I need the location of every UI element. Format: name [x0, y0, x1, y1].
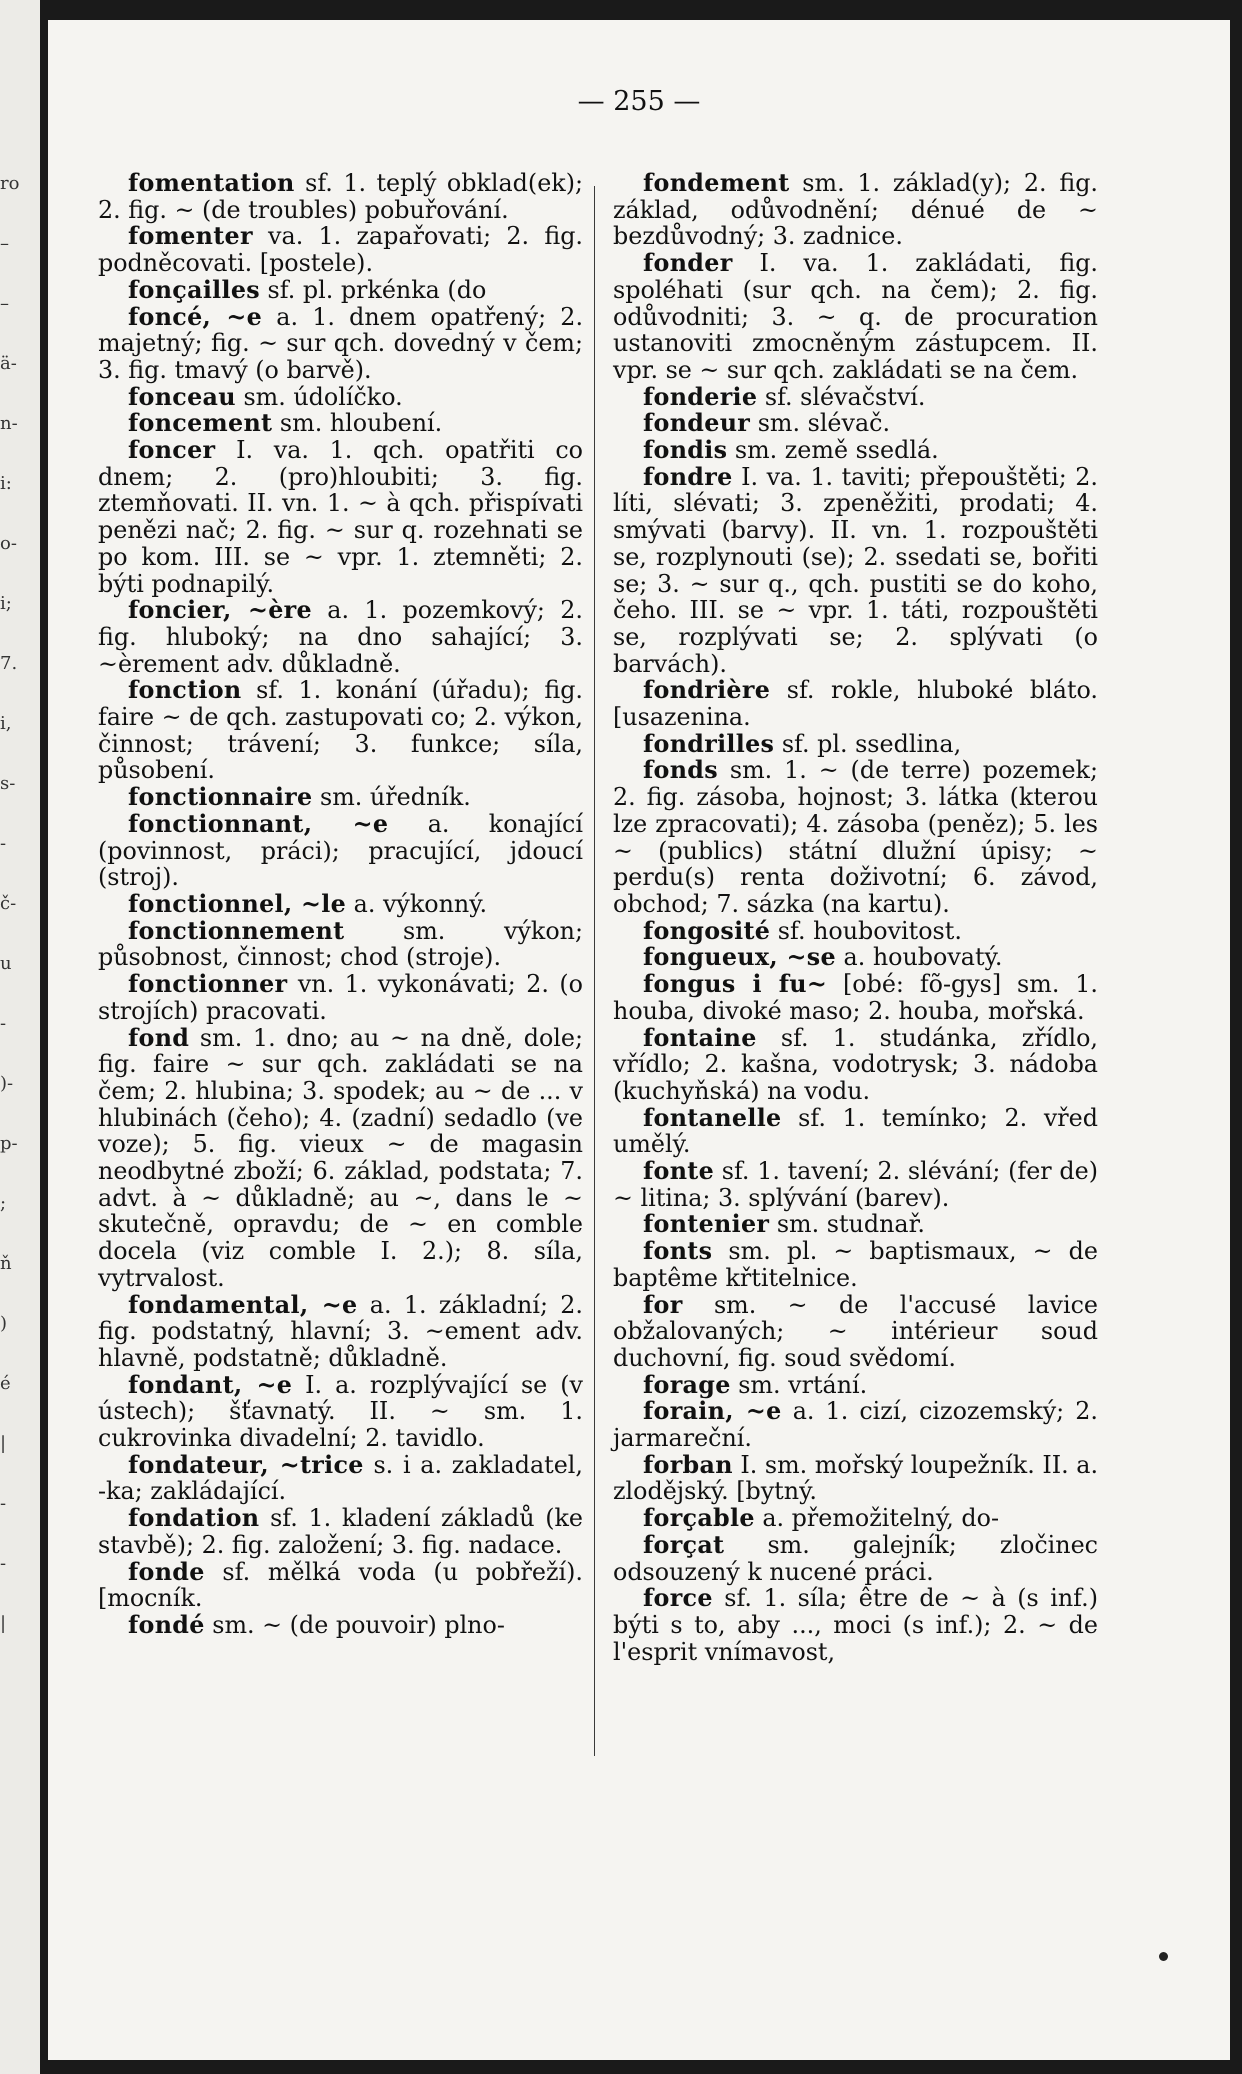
entry-headword: fontaine — [643, 1023, 757, 1052]
entry-headword: fonceau — [128, 382, 236, 411]
entry-definition: sm. hloubení. — [272, 409, 443, 438]
dictionary-entry — [613, 1238, 1098, 1291]
entry-definition: va. 1. zapařovati; 2. fig. podněcovati. [postele). — [98, 222, 583, 278]
dictionary-entry — [613, 1105, 1098, 1158]
adjacent-page-fragment: ň — [0, 1253, 12, 1274]
page-number: — 255 — — [577, 86, 701, 117]
adjacent-page-fragment: é — [0, 1373, 11, 1394]
dictionary-entry — [98, 1372, 583, 1452]
entry-definition: sm. země ssedlá. — [727, 436, 939, 465]
dictionary-entry — [98, 1025, 583, 1292]
dictionary-entry — [613, 1585, 1098, 1665]
entry-definition: sf. 1. tavení; 2. slévání; (fer de) ~ litina; 3. splývání (barev). — [613, 1157, 1098, 1212]
entry-definition: sf. pl. prkénka (do — [259, 275, 487, 304]
dictionary-entry — [98, 170, 583, 223]
dictionary-entry — [613, 918, 1098, 945]
entry-definition: sm. ~ de l'accusé lavice obžalovaných; ~ intérieur soud duchovní, fig. soud svědomí. — [613, 1290, 1098, 1372]
dictionary-entry — [98, 918, 583, 971]
entry-definition: sf. 1. síla; être de ~ à (s inf.) býti s to, aby ..., moci (s inf.); 2. ~ de l'esprit vnímavost, — [613, 1584, 1098, 1666]
dictionary-entry — [613, 1398, 1098, 1451]
dictionary-entry — [613, 1211, 1098, 1238]
entry-headword: fonctionnant, ~e — [128, 809, 389, 838]
entry-headword: fontenier — [643, 1210, 770, 1239]
entry-headword: fonder — [643, 249, 733, 278]
entry-definition: a. 1. základní; 2. fig. podstatný, hlavní; 3. ~ement adv. hlavně, podstatně; důkladně. — [98, 1290, 583, 1372]
dictionary-entry — [613, 1505, 1098, 1532]
entry-definition: sm. 1. dno; au ~ na dně, dole; fig. faire ~ sur qch. zakládati se na čem; 2. hlubina; 3. spodek; au ~ de ... v hlubinách (čeho); 4. (zadní) sedadlo (ve voze); 5. fig. vieux ~ de magasin neodbytné zboží; 6. základ, podstata; 7. advt. à ~ důkladně; au ~, dans le ~ skutečně, opravdu; de ~ en comble docela (viz comble I. 2.); 8. síla, vytrvalost. — [98, 1023, 583, 1292]
dictionary-entry — [613, 1372, 1098, 1399]
entry-headword: fondre — [643, 462, 733, 491]
adjacent-page-fragment: )- — [0, 1073, 14, 1094]
adjacent-page-fragment: i: — [0, 473, 12, 494]
entry-definition: I. va. 1. zakládati, fig. spoléhati (sur qch. na čem); 2. fig. odůvodniti; 3. ~ q. de procuration ustanoviti zmocněným zástupcem. II. vpr. se ~ sur qch. zakládati se na čem. — [613, 249, 1098, 384]
entry-definition: sm. údolíčko. — [235, 382, 403, 411]
entry-definition: sf. rokle, hluboké bláto. [usazenina. — [613, 676, 1098, 732]
dictionary-entry — [613, 757, 1098, 917]
dictionary-entry — [613, 1452, 1098, 1505]
adjacent-page-fragment: i, — [0, 713, 12, 734]
entry-headword: fonçailles — [128, 275, 260, 304]
adjacent-page-fragment: | — [0, 1433, 7, 1454]
adjacent-page-edge — [0, 0, 40, 2074]
entry-headword: fongueux, ~se — [643, 943, 836, 972]
entry-headword: fondant, ~e — [128, 1370, 293, 1399]
adjacent-page-fragment: - — [0, 833, 7, 854]
dictionary-entry — [98, 784, 583, 811]
entry-definition: sf. houbovitost. — [770, 916, 962, 945]
dictionary-entry — [98, 410, 583, 437]
entry-definition: sf. 1. temínko; 2. vřed umělý. — [613, 1103, 1098, 1159]
entry-definition: a. 1. cizí, cizozemský; 2. jarmareční. — [613, 1397, 1098, 1453]
dictionary-entry — [613, 1158, 1098, 1211]
entry-headword: fonderie — [643, 382, 758, 411]
entry-headword: foncement — [128, 409, 273, 438]
entry-headword: fondation — [128, 1504, 260, 1533]
entry-headword: fongus i fu~ — [643, 970, 828, 999]
adjacent-page-fragment: č- — [0, 893, 17, 914]
entry-definition: sf. 1. studánka, zřídlo, vřídlo; 2. kašna, vodotrysk; 3. nádoba (kuchyňská) na vodu. — [613, 1023, 1098, 1105]
left-column — [98, 170, 583, 1639]
dictionary-entry — [98, 677, 583, 784]
column-divider — [594, 186, 595, 1756]
entry-headword: fondis — [643, 436, 728, 465]
adjacent-page-fragment: ) — [0, 1313, 8, 1334]
dictionary-entry — [613, 170, 1098, 250]
entry-headword: fonde — [128, 1557, 205, 1586]
adjacent-page-fragment: - — [0, 1553, 7, 1574]
entry-definition: sf. pl. ssedlina, — [774, 729, 962, 758]
adjacent-page-fragment: ro — [0, 173, 20, 194]
entry-definition: I. va. 1. qch. opatřiti co dnem; 2. (pro)hloubiti; 3. fig. ztemňovati. II. vn. 1. ~ à qch. přispívati penězi nač; 2. fig. ~ sur q. rozehnati se po kom. III. se ~ vpr. 1. ztemněti; 2. býti podnapilý. — [98, 436, 583, 598]
dictionary-entry — [613, 410, 1098, 437]
entry-headword: fondeur — [643, 409, 751, 438]
dictionary-entry — [98, 1292, 583, 1372]
entry-headword: fonds — [643, 756, 718, 785]
entry-definition: s. i a. zakladatel, -ka; zakládající. — [98, 1450, 583, 1506]
dictionary-entry — [613, 944, 1098, 971]
dictionary-entry — [613, 464, 1098, 678]
entry-headword: forban — [643, 1450, 733, 1479]
entry-definition: sm. 1. základ(y); 2. fig. základ, odůvodnění; dénué de ~ bezdůvodný; 3. zadnice. — [613, 169, 1098, 251]
entry-definition: sm. 1. ~ (de terre) pozemek; 2. fig. zásoba, hojnost; 3. látka (kterou lze zpracovati); 4. zásoba (peněz); 5. les ~ (publics) státní dlužní úpisy; ~ perdu(s) renta doživotní; 6. závod, obchod; 7. sázka (na kartu). — [613, 756, 1098, 918]
entry-definition: sf. slévačství. — [757, 382, 926, 411]
dictionary-entry — [98, 971, 583, 1024]
dictionary-entry — [98, 1559, 583, 1612]
entry-headword: fonts — [643, 1237, 713, 1266]
entry-definition: a. 1. dnem opatřený; 2. majetný; fig. ~ sur qch. dovedný v čem; 3. fig. tmavý (o barvě). — [98, 302, 584, 384]
adjacent-page-fragment: n- — [0, 413, 18, 434]
entry-definition: sm. vrtání. — [730, 1370, 868, 1399]
entry-headword: forage — [643, 1370, 731, 1399]
entry-headword: fomenter — [128, 222, 253, 251]
entry-headword: fondé — [128, 1610, 205, 1639]
entry-definition: I. sm. mořský loupežník. II. a. zlodějský. [bytný. — [613, 1450, 1099, 1506]
adjacent-page-fragment: ä- — [0, 353, 17, 374]
dictionary-entry — [98, 597, 583, 677]
dictionary-entry — [98, 277, 583, 304]
entry-headword: fonte — [643, 1157, 715, 1186]
entry-definition: a. výkonný. — [346, 889, 488, 918]
dictionary-entry — [98, 384, 583, 411]
entry-definition: I. a. rozplývající se (v ústech); šťavnatý. II. ~ sm. 1. cukrovinka divadelní; 2. tavidlo. — [98, 1370, 583, 1453]
dictionary-entry — [98, 223, 583, 276]
dictionary-entry — [613, 250, 1098, 384]
dictionary-entry — [613, 1292, 1098, 1372]
dictionary-entry — [98, 1452, 583, 1505]
entry-definition: sm. galejník; zločinec odsouzený k nucené práci. — [613, 1530, 1098, 1586]
adjacent-page-fragment: 7. — [0, 653, 18, 674]
entry-definition: sm. pl. ~ baptismaux, ~ de baptême křtitelnice. — [613, 1237, 1098, 1292]
entry-definition: a. přemožitelný, do- — [754, 1504, 999, 1533]
dictionary-entry — [613, 971, 1098, 1024]
adjacent-page-fragment: - — [0, 1493, 7, 1514]
entry-headword: fondamental, ~e — [128, 1290, 358, 1319]
adjacent-page-fragment: ; — [0, 1193, 7, 1214]
adjacent-page-fragment: – — [0, 293, 9, 314]
right-column — [613, 170, 1098, 1665]
entry-headword: for — [643, 1290, 683, 1319]
entry-definition: sm. slévač. — [750, 409, 891, 438]
entry-definition: sf. 1. konání (úřadu); fig. faire ~ de qch. zastupovati co; 2. výkon, činnost; trávení; 3. funkce; síla, působení. — [98, 676, 583, 785]
dictionary-entry — [98, 437, 583, 597]
entry-definition: sm. úředník. — [312, 783, 471, 812]
dictionary-entry — [613, 1532, 1098, 1585]
entry-headword: force — [643, 1584, 713, 1613]
entry-headword: forçable — [643, 1504, 755, 1533]
adjacent-page-fragment: u — [0, 953, 12, 974]
entry-headword: fondrière — [643, 676, 771, 705]
entry-headword: fondrilles — [643, 729, 775, 758]
entry-definition: sm. ~ (de pouvoir) plno- — [204, 1610, 505, 1639]
dictionary-entry — [98, 891, 583, 918]
entry-headword: fonctionnement — [128, 916, 345, 945]
entry-definition: a. houbovatý. — [835, 943, 1003, 972]
adjacent-page-fragment: - — [0, 1013, 7, 1034]
adjacent-page-fragment: | — [0, 1613, 7, 1634]
entry-headword: foncer — [128, 436, 216, 465]
entry-definition: sm. výkon; působnost, činnost; chod (stroje). — [98, 916, 583, 972]
entry-definition: sf. mělká voda (u pobřeží). [mocník. — [98, 1557, 583, 1613]
dictionary-entry — [613, 731, 1098, 758]
entry-definition: vn. 1. vykonávati; 2. (o strojích) pracovati. — [98, 970, 583, 1025]
entry-headword: forain, ~e — [643, 1397, 782, 1426]
entry-definition: a. 1. pozemkový; 2. fig. hluboký; na dno sahající; 3. ~èrement adv. důkladně. — [98, 596, 583, 678]
dictionary-entry — [98, 304, 583, 384]
entry-headword: forçat — [643, 1530, 725, 1559]
entry-definition: sm. studnař. — [769, 1210, 925, 1239]
entry-definition: I. va. 1. taviti; přepouštěti; 2. líti, slévati; 3. zpeněžiti, prodati; 4. smývati (barvy). II. vn. 1. rozpouštěti se, rozplynouti (se); 2. ssedati se, bořiti se; 3. ~ sur q., qch. pustiti se do koho, čeho. III. se ~ vpr. 1. táti, rozpouštěti se, rozplývati se; 2. splývati (o barvách). — [613, 462, 1098, 678]
entry-headword: fondement — [643, 169, 790, 197]
entry-headword: fonction — [128, 676, 242, 705]
adjacent-page-fragment: i; — [0, 593, 12, 614]
entry-headword: fontanelle — [643, 1103, 782, 1132]
adjacent-page-fragment: o- — [0, 533, 17, 554]
dictionary-entry — [98, 811, 583, 891]
entry-definition: [obé: fõ-gys] sm. 1. houba, divoké maso; 2. houba, mořská. — [613, 970, 1098, 1025]
entry-headword: fonctionnel, ~le — [128, 889, 347, 918]
adjacent-page-fragment: p- — [0, 1133, 18, 1154]
dictionary-entry — [613, 1025, 1098, 1105]
adjacent-page-fragment: s- — [0, 773, 16, 794]
entry-headword: fomentation — [128, 169, 295, 197]
dictionary-entry — [98, 1505, 583, 1558]
entry-headword: foncé, ~e — [128, 302, 263, 331]
dictionary-page — [48, 20, 1230, 2060]
dictionary-entry — [613, 677, 1098, 730]
entry-headword: foncier, ~ère — [128, 596, 312, 625]
entry-definition: a. konající (povinnost, práci); pracující, jdoucí (stroj). — [98, 809, 583, 892]
entry-definition: sf. 1. teplý obklad(ek); 2. fig. ~ (de troubles) pobuřování. — [98, 169, 583, 224]
entry-headword: fondateur, ~trice — [128, 1450, 364, 1479]
adjacent-page-fragment: – — [0, 233, 9, 254]
dictionary-entry — [613, 437, 1098, 464]
entry-headword: fonctionnaire — [128, 783, 313, 812]
entry-headword: fongosité — [643, 916, 771, 945]
entry-headword: fonctionner — [128, 970, 288, 999]
entry-definition: sf. 1. kladení základů (ke stavbě); 2. fig. založení; 3. fig. nadace. — [98, 1504, 583, 1559]
dictionary-entry — [98, 1612, 583, 1639]
entry-headword: fond — [128, 1023, 190, 1052]
dictionary-entry — [613, 384, 1098, 411]
margin-mark — [1159, 1952, 1168, 1961]
